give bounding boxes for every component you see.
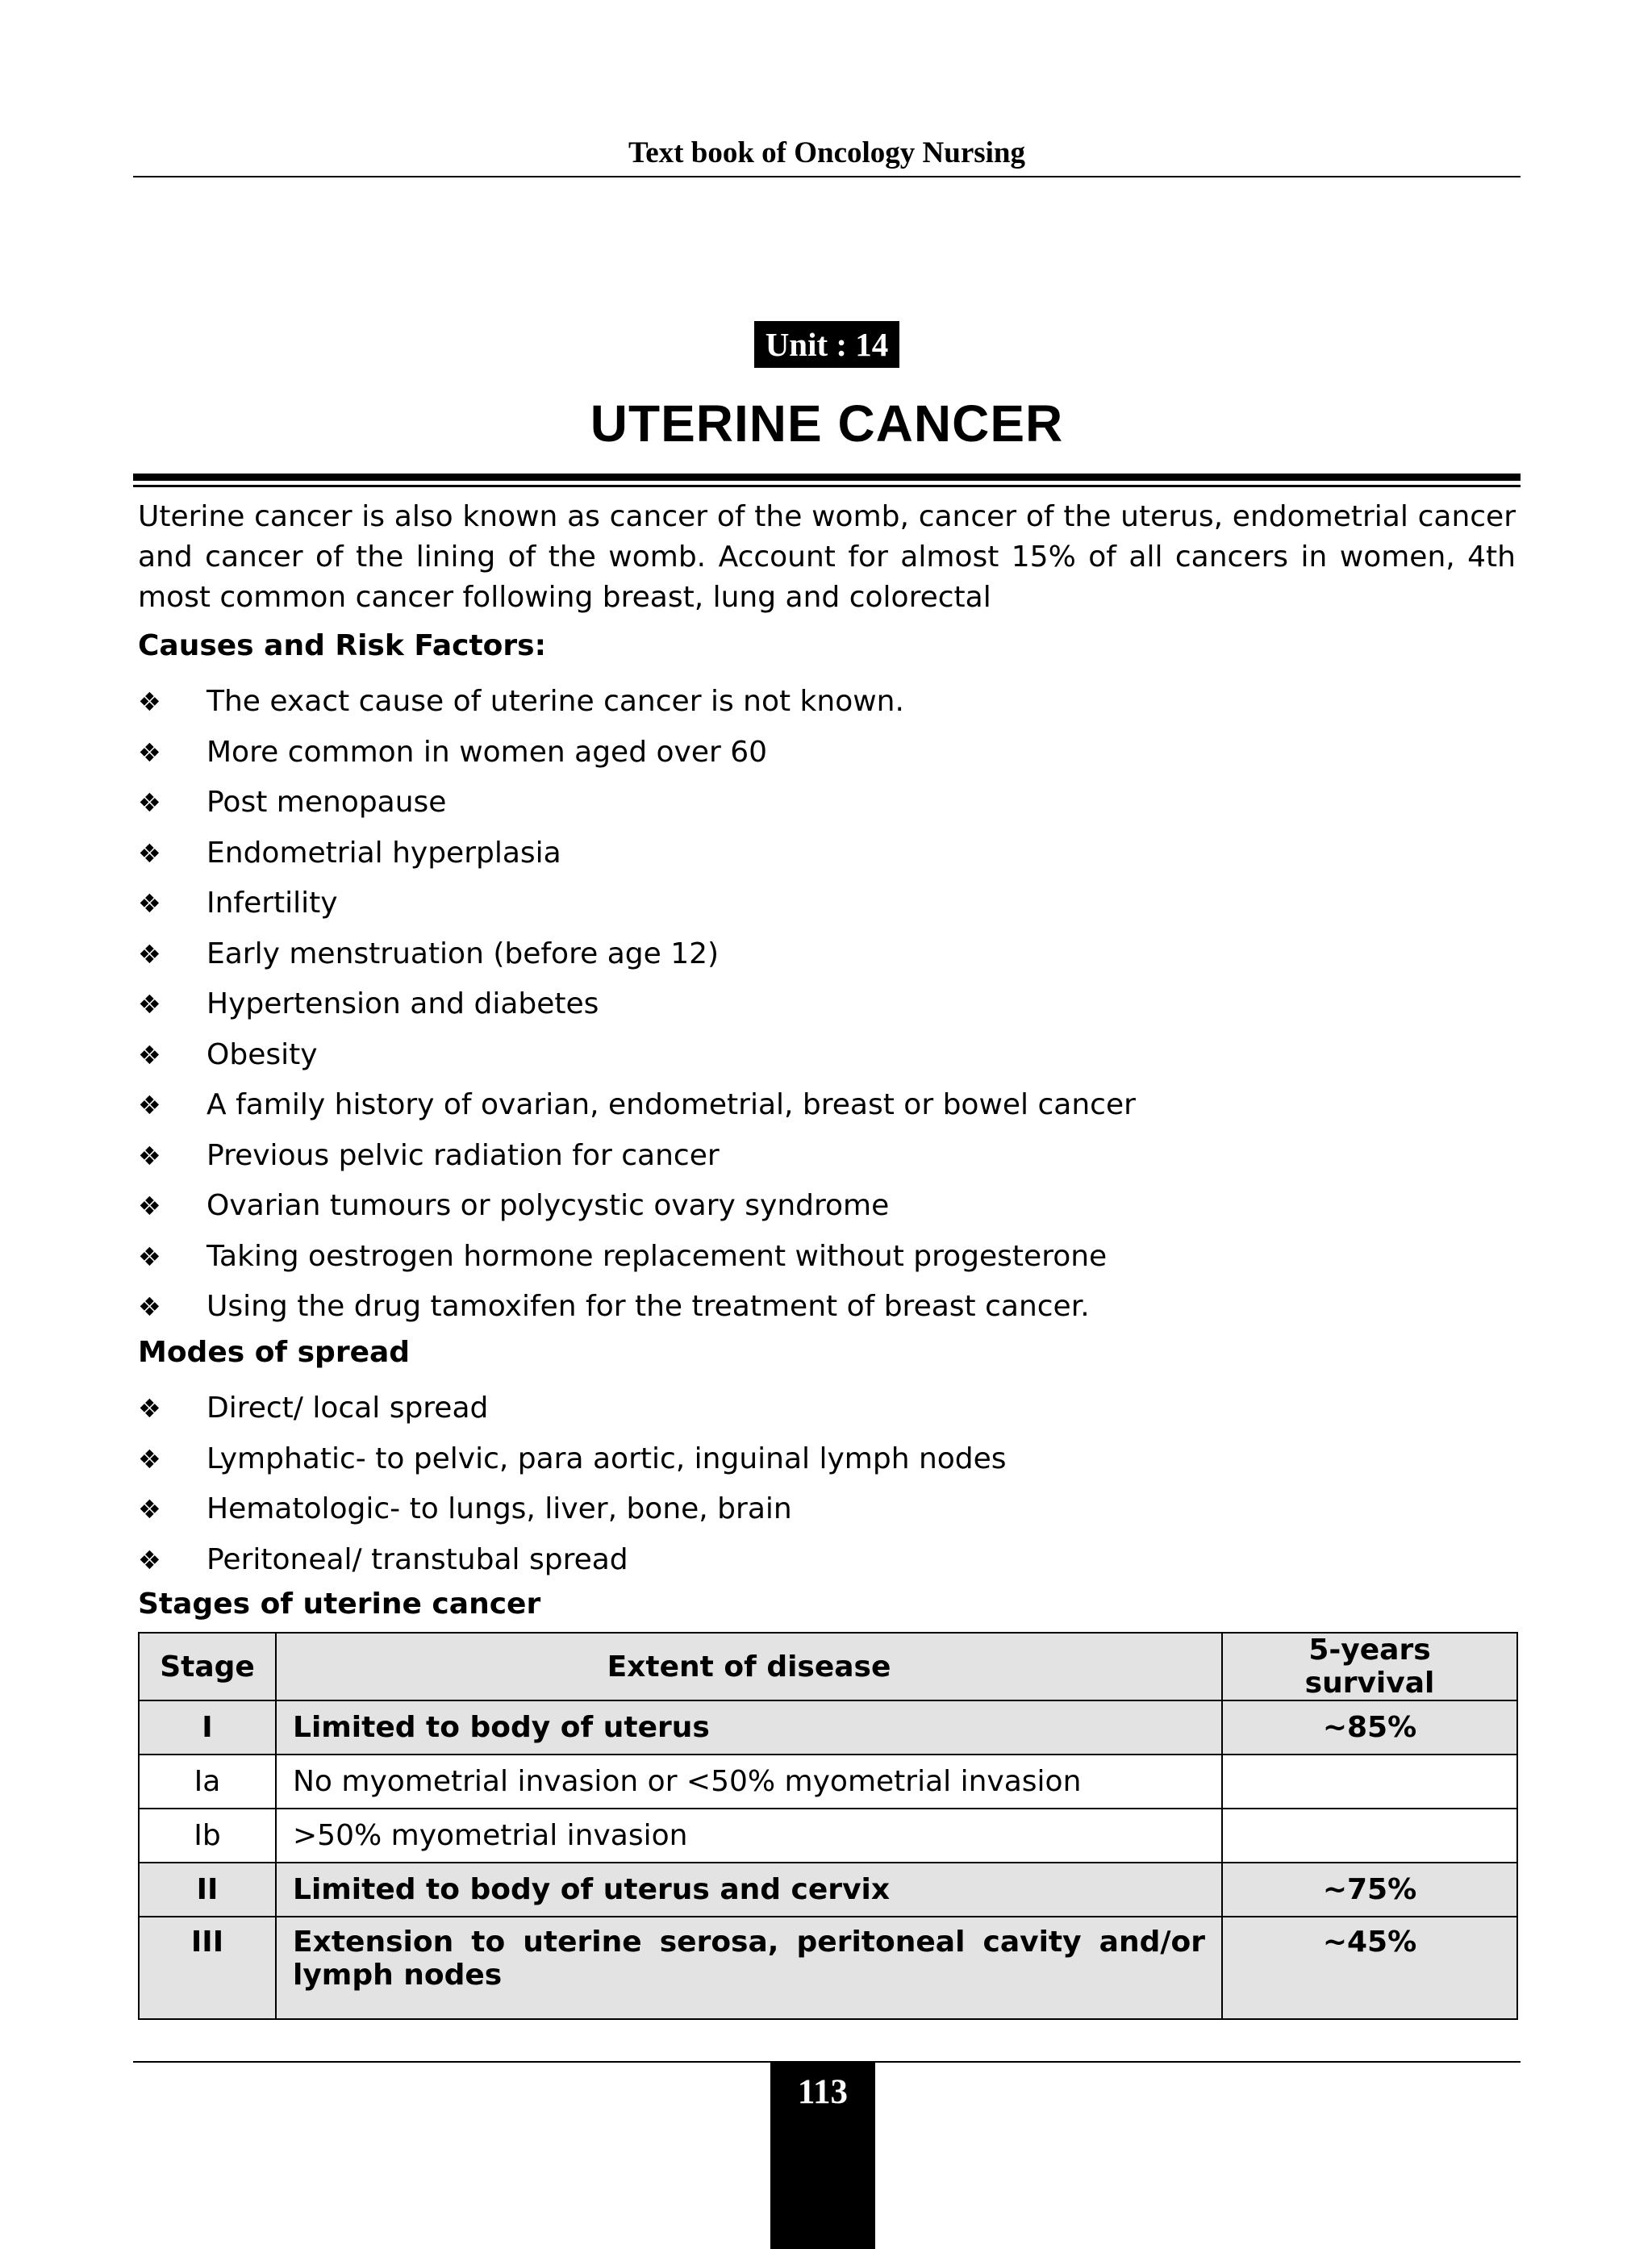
- list-item-text: Post menopause: [206, 786, 447, 819]
- list-item-text: Lymphatic- to pelvic, para aortic, inguinal lymph nodes: [206, 1442, 1007, 1475]
- bullet-icon: ❖: [138, 1039, 161, 1070]
- table-row: [139, 1917, 1517, 2019]
- title-rule: [133, 474, 1521, 481]
- list-item: [138, 929, 1509, 980]
- bullet-icon: ❖: [138, 736, 161, 768]
- list-item-text: Endometrial hyperplasia: [206, 836, 561, 870]
- spread-heading: Modes of spread: [138, 1336, 411, 1369]
- stages-heading: Stages of uterine cancer: [138, 1588, 541, 1621]
- list-item-text: Ovarian tumours or polycystic ovary syndrome: [206, 1189, 890, 1222]
- header-rule: [133, 176, 1521, 177]
- stage-cell: Ib: [139, 1809, 276, 1863]
- list-item-text: Hematologic- to lungs, liver, bone, brain: [206, 1492, 792, 1525]
- bullet-icon: ❖: [138, 938, 161, 970]
- running-header: Text book of Oncology Nursing: [628, 136, 1026, 169]
- list-item-text: Early menstruation (before age 12): [206, 937, 720, 970]
- extent-cell: >50% myometrial invasion: [276, 1809, 1222, 1863]
- bullet-icon: ❖: [138, 1191, 161, 1221]
- list-item: [138, 1282, 1509, 1333]
- causes-list: [138, 677, 1509, 1333]
- list-item-text: Using the drug tamoxifen for the treatment of breast cancer.: [206, 1290, 1090, 1323]
- extent-cell: Limited to body of uterus: [276, 1700, 1222, 1755]
- survival-cell: [1222, 1755, 1517, 1809]
- table-row: [139, 1755, 1517, 1809]
- list-item: [138, 1131, 1509, 1182]
- list-item: [138, 778, 1509, 828]
- list-item: [138, 1484, 1509, 1535]
- table-header-row: [139, 1633, 1517, 1700]
- list-item: [138, 1181, 1509, 1232]
- causes-heading: Causes and Risk Factors:: [138, 629, 546, 662]
- bullet-icon: ❖: [138, 1090, 161, 1120]
- survival-cell: ~85%: [1222, 1700, 1517, 1755]
- survival-cell: [1222, 1809, 1517, 1863]
- bullet-icon: ❖: [138, 787, 161, 818]
- title-rule-thin: [133, 485, 1521, 487]
- list-item: [138, 728, 1509, 778]
- bullet-icon: ❖: [138, 1393, 161, 1424]
- list-item-text: Infertility: [206, 887, 338, 920]
- survival-cell: ~75%: [1222, 1863, 1517, 1917]
- column-header-extent: Extent of disease: [276, 1633, 1222, 1700]
- page-number: 113: [770, 2063, 875, 2249]
- table-row: [139, 1809, 1517, 1863]
- stage-cell: Ia: [139, 1755, 276, 1809]
- list-item-text: A family history of ovarian, endometrial, breast or bowel cancer: [206, 1088, 1136, 1121]
- list-item: [138, 1080, 1509, 1131]
- column-header-survival: 5-years survival: [1222, 1633, 1517, 1700]
- list-item: [138, 828, 1509, 879]
- spread-list: [138, 1383, 1509, 1585]
- list-item-text: Previous pelvic radiation for cancer: [206, 1138, 720, 1172]
- bullet-icon: ❖: [138, 686, 161, 717]
- intro-paragraph: Uterine cancer is also known as cancer of the womb, cancer of the uterus, endometrial cancer and cancer of the lining of the womb. Account for almost 15% of all cancers in women, 4th most common cancer following breast, lung and colorectal: [138, 500, 1516, 614]
- unit-badge: Unit : 14: [754, 321, 899, 368]
- list-item: [138, 1535, 1509, 1586]
- stage-cell: II: [139, 1863, 276, 1917]
- list-item: [138, 1383, 1509, 1434]
- bullet-icon: ❖: [138, 837, 161, 869]
- extent-cell: Limited to body of uterus and cervix: [276, 1863, 1222, 1917]
- list-item: [138, 1434, 1509, 1485]
- chapter-title: UTERINE CANCER: [590, 394, 1064, 453]
- extent-cell: No myometrial invasion or <50% myometrial invasion: [276, 1755, 1222, 1809]
- list-item-text: Taking oestrogen hormone replacement without progesterone: [206, 1239, 1108, 1273]
- list-item: [138, 677, 1509, 728]
- list-item-text: More common in women aged over 60: [206, 735, 768, 769]
- bullet-icon: ❖: [138, 989, 161, 1020]
- list-item-text: The exact cause of uterine cancer is not known.: [206, 685, 904, 718]
- bullet-icon: ❖: [138, 888, 161, 919]
- extent-cell: Extension to uterine serosa, peritoneal cavity and/or lymph nodes: [276, 1917, 1222, 2019]
- list-item: [138, 1030, 1509, 1081]
- list-item: [138, 979, 1509, 1030]
- bullet-icon: ❖: [138, 1241, 161, 1272]
- list-item-text: Peritoneal/ transtubal spread: [206, 1542, 628, 1576]
- table-row: [139, 1700, 1517, 1755]
- bullet-icon: ❖: [138, 1140, 161, 1171]
- stage-cell: I: [139, 1700, 276, 1755]
- survival-cell: ~45%: [1222, 1917, 1517, 2019]
- bullet-icon: ❖: [138, 1443, 161, 1475]
- column-header-stage: Stage: [139, 1633, 276, 1700]
- stages-table: [138, 1632, 1518, 2020]
- bullet-icon: ❖: [138, 1544, 161, 1575]
- table-row: [139, 1863, 1517, 1917]
- bullet-icon: ❖: [138, 1291, 161, 1322]
- bullet-icon: ❖: [138, 1494, 161, 1525]
- stage-cell: III: [139, 1917, 276, 2019]
- list-item-text: Hypertension and diabetes: [206, 987, 599, 1020]
- list-item-text: Direct/ local spread: [206, 1392, 489, 1425]
- list-item: [138, 878, 1509, 929]
- list-item-text: Obesity: [206, 1037, 318, 1071]
- list-item: [138, 1232, 1509, 1283]
